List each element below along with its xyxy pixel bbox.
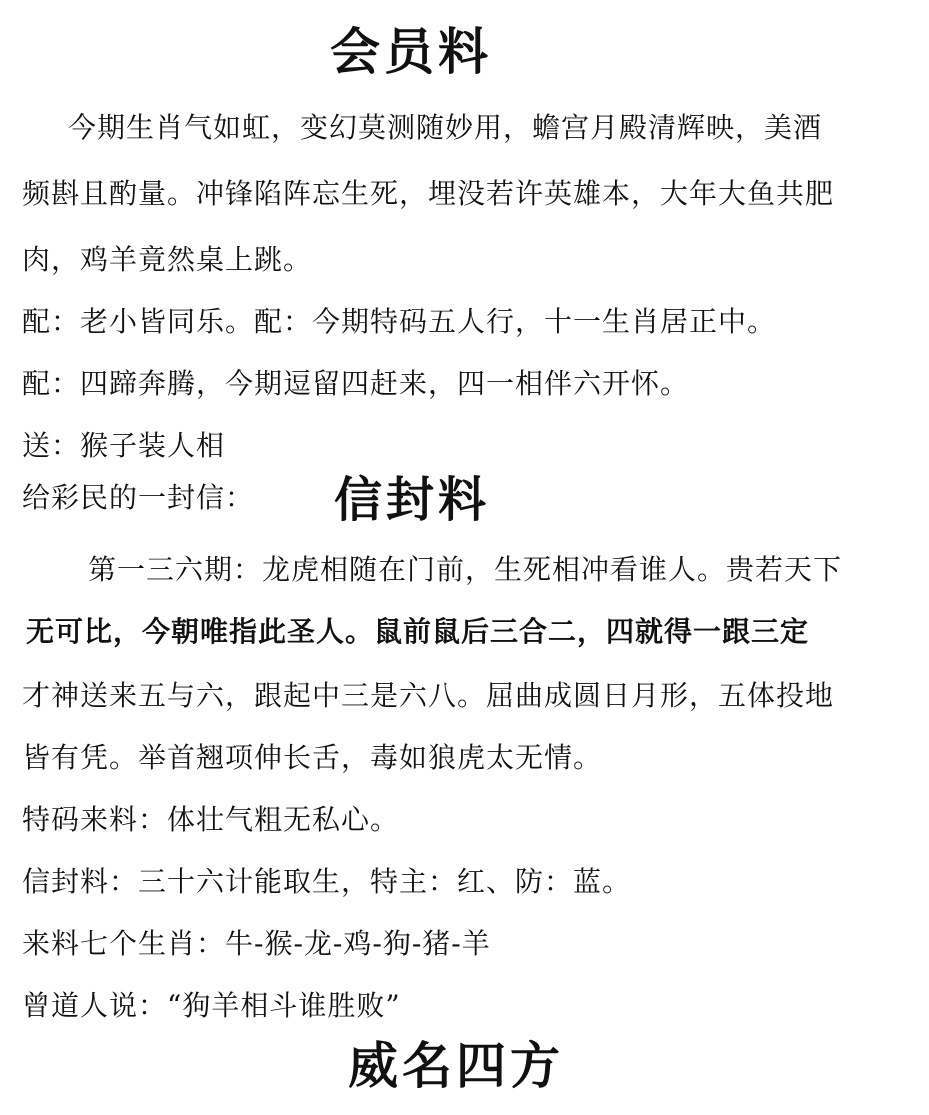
tema-line: 特码来料：体壮气粗无私心。 xyxy=(22,803,400,836)
song-line: 送：猴子装人相 xyxy=(22,429,226,462)
zodiac-list-line: 来料七个生肖：牛-猴-龙-鸡-狗-猪-羊 xyxy=(22,927,491,960)
letter-label: 给彩民的一封信： xyxy=(22,481,255,514)
xinfeng-line: 信封料：三十六计能取生，特主：红、防：蓝。 xyxy=(22,865,632,898)
poem-line-3: 肉，鸡羊竟然桌上跳。 xyxy=(22,243,313,276)
pei-line-2: 配：四蹄奔腾，今期逗留四赶来，四一相伴六开怀。 xyxy=(22,367,690,400)
letter-heading-row xyxy=(22,471,491,528)
poem-line-2: 频斟且酌量。冲锋陷阵忘生死，埋没若许英雄本，大年大鱼共肥 xyxy=(22,177,835,210)
envelope-line-4: 皆有凭。举首翘项伸长舌，毒如狼虎太无情。 xyxy=(22,741,603,774)
member-material-title: 会员料 xyxy=(330,22,492,81)
envelope-line-3: 才神送来五与六，跟起中三是六八。屈曲成圆日月形，五体投地 xyxy=(22,679,835,712)
pei-line-1: 配：老小皆同乐。配：今期特码五人行，十一生肖居正中。 xyxy=(22,305,777,338)
envelope-line-1: 第一三六期：龙虎相随在门前，生死相冲看谁人。贵若天下 xyxy=(88,553,843,586)
poem-line-1: 今期生肖气如虹，变幻莫测随妙用，蟾宫月殿清辉映，美酒 xyxy=(68,111,823,144)
weiming-sifang-title: 威名四方 xyxy=(348,1036,564,1095)
envelope-material-title: 信封料 xyxy=(334,471,491,528)
envelope-line-2: 无可比，今朝唯指此圣人。鼠前鼠后三合二，四就得一跟三定 xyxy=(26,615,810,648)
zengdao-line: 曾道人说：“狗羊相斗谁胜败” xyxy=(22,989,401,1022)
